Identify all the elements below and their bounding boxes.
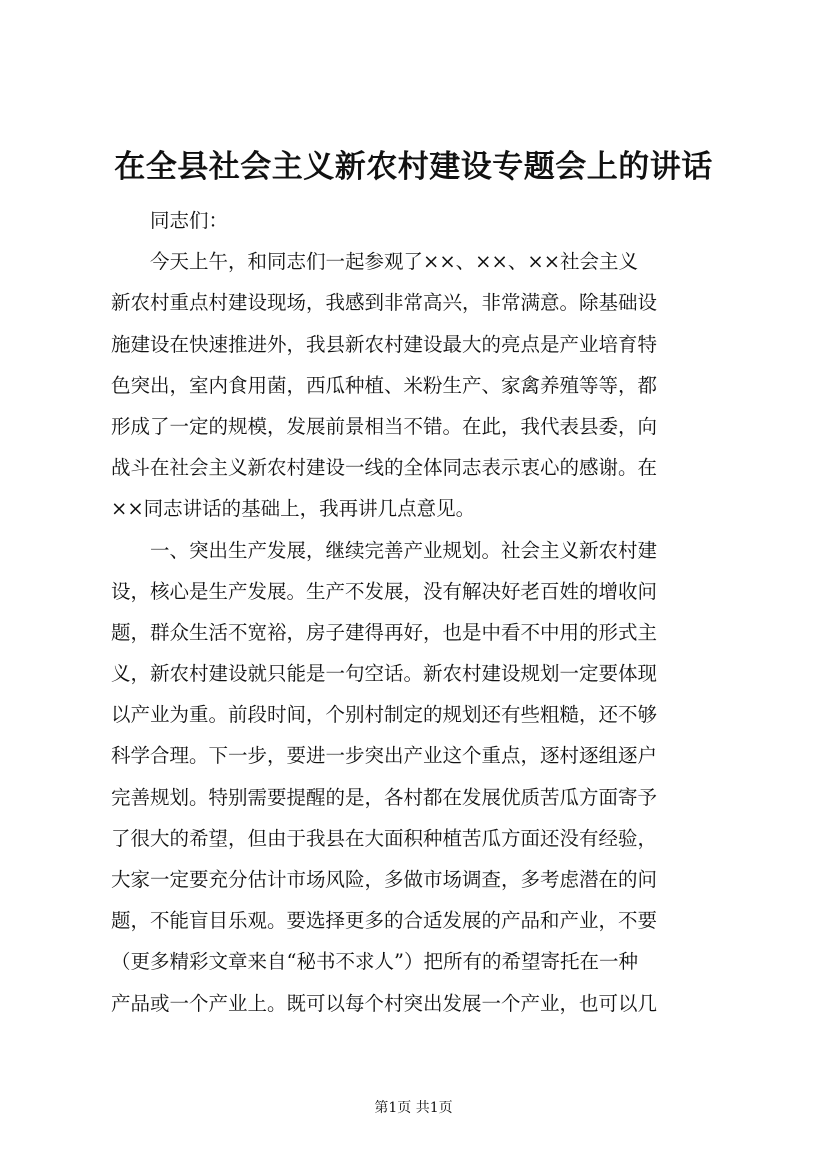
paragraph-line: （更多精彩文章来自“秘书不求人”）把所有的希望寄托在一种 (111, 950, 638, 974)
paragraph-line: 义，新农村建设就只能是一句空话。新农村建设规划一定要体现 (111, 662, 658, 686)
paragraph-line: ××同志讲话的基础上，我再讲几点意见。 (111, 497, 476, 521)
paragraph-line: 产品或一个产业上。既可以每个村突出发展一个产业，也可以几 (111, 991, 658, 1015)
paragraph-line: 形成了一定的规模，发展前景相当不错。在此，我代表县委，向 (111, 414, 658, 438)
paragraph-line: 了很大的希望，但由于我县在大面积种植苦瓜方面还没有经验， (111, 826, 658, 850)
document-body (111, 200, 743, 1024)
salutation-line: 同志们： (150, 209, 229, 232)
paragraph-line: 色突出，室内食用菌，西瓜种植、米粉生产、家禽养殖等等，都 (111, 373, 658, 397)
paragraph-line: 科学合理。下一步，要进一步突出产业这个重点，逐村逐组逐户 (111, 744, 658, 768)
paragraph-line: 完善规划。特别需要提醒的是，各村都在发展优质苦瓜方面寄予 (111, 785, 658, 809)
paragraph-line: 设，核心是生产发展。生产不发展，没有解决好老百姓的增收问 (111, 579, 658, 603)
paragraph-line: 施建设在快速推进外，我县新农村建设最大的亮点是产业培育特 (111, 332, 658, 356)
paragraph-line: 题，不能盲目乐观。要选择更多的合适发展的产品和产业，不要 (111, 909, 658, 933)
paragraph-line: 战斗在社会主义新农村建设一线的全体同志表示衷心的感谢。在 (111, 456, 658, 480)
paragraph-line: 大家一定要充分估计市场风险，多做市场调查，多考虑潜在的问 (111, 868, 658, 891)
paragraph-line: 一、突出生产发展，继续完善产业规划。社会主义新农村建 (150, 538, 658, 562)
paragraph-line: 今天上午，和同志们一起参观了××、××、××社会主义 (150, 250, 639, 274)
document-title: 在全县社会主义新农村建设专题会上的讲话 (114, 149, 713, 185)
paragraph-line: 题，群众生活不宽裕，房子建得再好，也是中看不中用的形式主 (111, 620, 658, 644)
paragraph-line: 以产业为重。前段时间，个别村制定的规划还有些粗糙，还不够 (111, 703, 658, 727)
paragraph-line: 新农村重点村建设现场，我感到非常高兴，非常满意。除基础设 (111, 291, 658, 315)
page-footer: 第1页 共1页 (374, 1100, 453, 1116)
